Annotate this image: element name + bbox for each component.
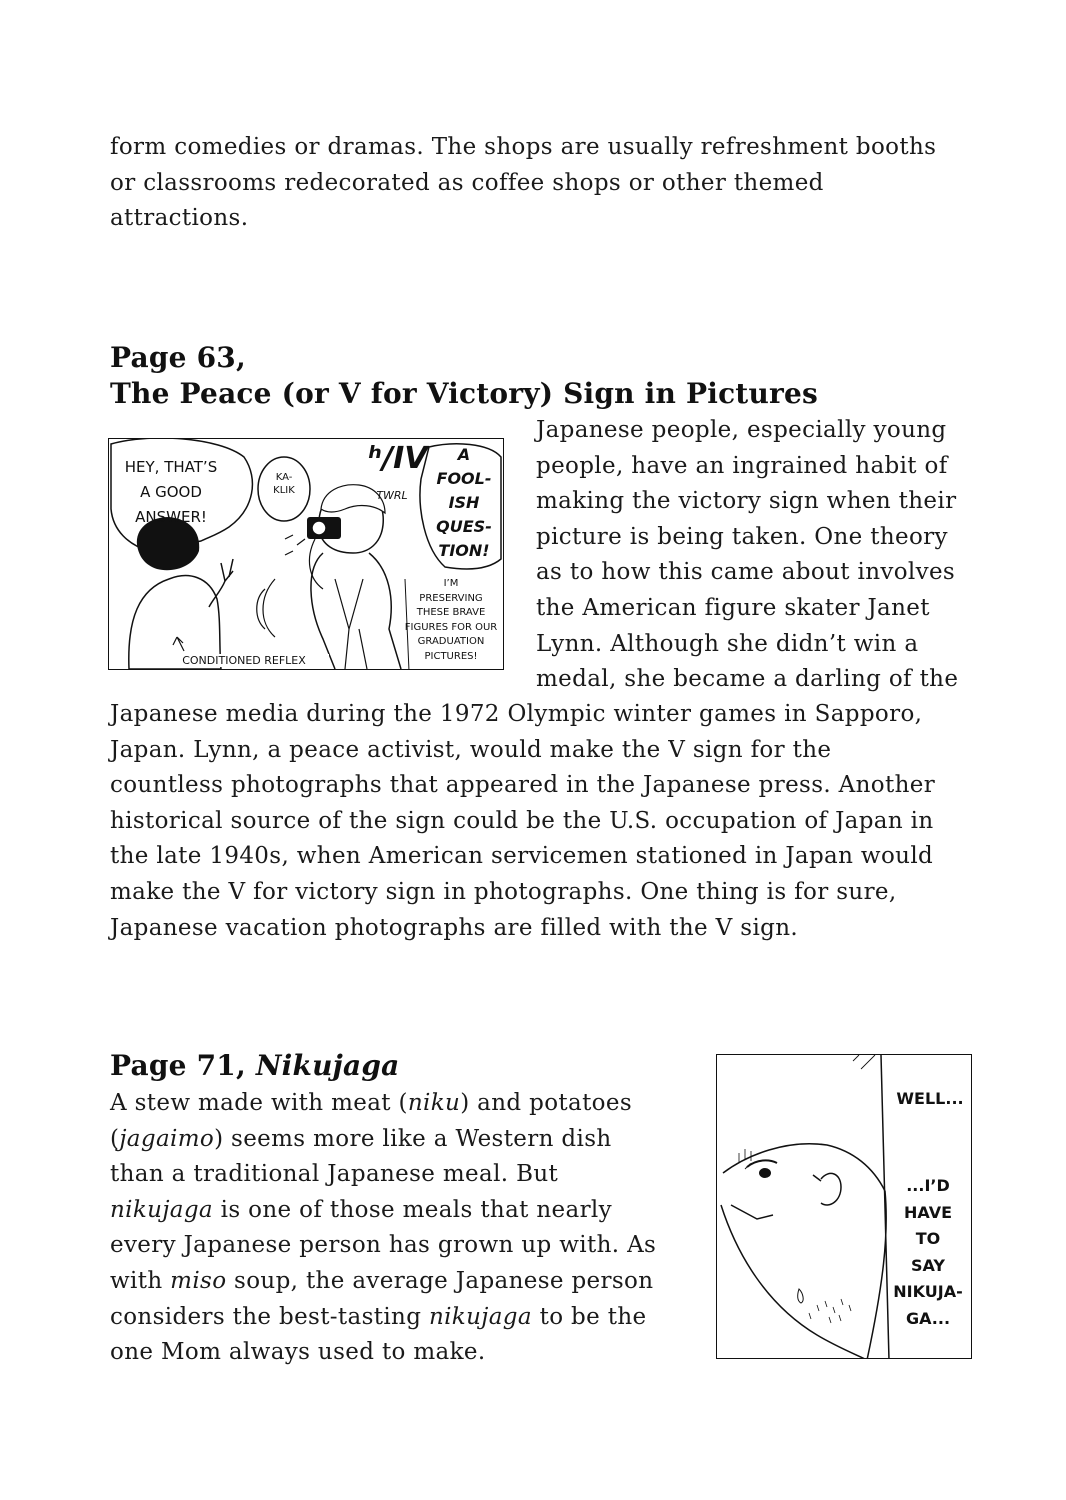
text-segment: is one of those meals that nearly bbox=[213, 1196, 612, 1223]
text-line: picture is being taken. One theory bbox=[536, 523, 948, 550]
text-line bbox=[110, 1300, 656, 1336]
text-segment: considers the best-tasting bbox=[110, 1303, 429, 1330]
text-line: as to how this came about involves bbox=[536, 559, 956, 586]
bubble-text: FOOL- bbox=[436, 469, 492, 488]
sound-effect-hiv: ʰ/IV bbox=[368, 441, 428, 476]
text-segment: with bbox=[110, 1267, 171, 1294]
text-line bbox=[110, 1264, 656, 1300]
section-63-wrapped-text bbox=[536, 413, 958, 698]
caption-text: THESE BRAVE bbox=[416, 607, 486, 618]
text-line: Japanese media during the 1972 Olympic winter games in Sapporo, bbox=[110, 701, 923, 727]
caption-conditioned-reflex: CONDITIONED REFLEX bbox=[159, 654, 329, 667]
text-line: medal, she became a darling of the bbox=[536, 666, 959, 693]
bubble-text: HEY, THAT’S bbox=[124, 458, 218, 476]
text-line bbox=[110, 1335, 656, 1371]
text-line: the American figure skater Janet bbox=[536, 594, 930, 621]
text-line: countless photographs that appeared in the Japanese press. Another bbox=[110, 772, 936, 799]
text-line bbox=[110, 1228, 656, 1264]
bubble-text: NIKUJA- bbox=[893, 1282, 963, 1301]
text-line: making the victory sign when their bbox=[536, 488, 957, 515]
bubble-text: A GOOD bbox=[140, 483, 202, 501]
caption-text: FIGURES FOR OUR bbox=[404, 621, 498, 633]
text-line bbox=[110, 1086, 656, 1122]
text-segment: soup, the average Japanese person bbox=[226, 1267, 654, 1294]
text-line: attractions. bbox=[110, 205, 249, 232]
speech-bubble-foolish-question bbox=[425, 443, 503, 563]
text-line: form comedies or dramas. The shops are usually refreshment booths bbox=[110, 134, 937, 160]
bubble-text: HAVE bbox=[904, 1202, 952, 1222]
text-line: historical source of the sign could be the U.S. occupation of Japan in bbox=[110, 807, 934, 834]
bubble-text: KLIK bbox=[273, 485, 295, 496]
bubble-text: QUES- bbox=[436, 517, 492, 536]
italic-term: jagaimo bbox=[119, 1125, 215, 1152]
italic-term: niku bbox=[407, 1090, 461, 1116]
text-line bbox=[110, 1193, 656, 1229]
section-heading-page-63 bbox=[110, 340, 818, 412]
speech-bubble-good-answer bbox=[115, 455, 227, 530]
text-line: make the V for victory sign in photographs. One thing is for sure, bbox=[110, 878, 897, 905]
caption-text: PRESERVING bbox=[419, 592, 483, 604]
heading-prefix: Page 71, bbox=[110, 1049, 256, 1082]
sound-effect-twrl: TWRL bbox=[376, 489, 408, 502]
text-segment: one Mom always used to make. bbox=[110, 1339, 486, 1366]
text-segment: ) and potatoes bbox=[460, 1090, 632, 1116]
text-segment: than a traditional Japanese meal. But bbox=[110, 1161, 559, 1188]
heading-line: The Peace (or V for Victory) Sign in Pictures bbox=[110, 377, 818, 410]
italic-term: miso bbox=[170, 1267, 227, 1294]
italic-term: nikujaga bbox=[428, 1303, 532, 1330]
speech-bubble-say-nikujaga bbox=[883, 1173, 972, 1332]
bubble-text: GA... bbox=[905, 1308, 951, 1328]
text-segment: to be the bbox=[531, 1303, 647, 1330]
heading-italic: Nikujaga bbox=[255, 1049, 400, 1082]
text-segment: ( bbox=[110, 1125, 120, 1152]
italic-term: nikujaga bbox=[110, 1196, 213, 1223]
heading-line: Page 63, bbox=[110, 341, 246, 374]
caption-text: GRADUATION bbox=[417, 636, 485, 647]
text-line: Lynn. Although she didn’t win a bbox=[536, 630, 919, 657]
bubble-text: KA- bbox=[275, 472, 293, 483]
text-line: the late 1940s, when American servicemen stationed in Japan would bbox=[110, 843, 934, 870]
text-line: or classrooms redecorated as coffee shops or other themed bbox=[110, 169, 824, 196]
text-line bbox=[110, 1122, 656, 1158]
bubble-text: TO bbox=[915, 1229, 941, 1248]
text-segment: A stew made with meat ( bbox=[110, 1090, 408, 1116]
speech-bubble-ka-klik bbox=[261, 471, 307, 497]
section-71-paragraph bbox=[110, 1086, 656, 1371]
text-line: people, have an ingrained habit of bbox=[536, 452, 948, 479]
intro-paragraph bbox=[110, 130, 936, 237]
caption-preserving-figures bbox=[399, 577, 503, 664]
bubble-text: TION! bbox=[438, 541, 490, 560]
speech-bubble-well: WELL... bbox=[896, 1089, 964, 1108]
bubble-text: ANSWER! bbox=[135, 508, 207, 526]
bubble-text: ISH bbox=[448, 493, 480, 512]
caption-text: I’M bbox=[443, 578, 459, 589]
section-63-full-text bbox=[110, 697, 935, 946]
text-line: Japan. Lynn, a peace activist, would make the V sign for the bbox=[110, 736, 832, 763]
section-heading-page-71 bbox=[110, 1048, 399, 1084]
text-line bbox=[110, 1157, 656, 1193]
bubble-text: SAY bbox=[911, 1255, 945, 1275]
text-line: Japanese people, especially young bbox=[536, 417, 947, 443]
bubble-text: A bbox=[457, 445, 471, 464]
bubble-text: ...I’D bbox=[906, 1176, 950, 1195]
manga-panel-nikujaga bbox=[716, 1054, 972, 1359]
manga-panel-victory-sign bbox=[108, 438, 504, 670]
text-segment: every Japanese person has grown up with. As bbox=[110, 1232, 657, 1259]
text-line: Japanese vacation photographs are filled with the V sign. bbox=[110, 914, 799, 941]
caption-text: PICTURES! bbox=[424, 650, 478, 662]
text-segment: ) seems more like a Western dish bbox=[214, 1125, 612, 1152]
